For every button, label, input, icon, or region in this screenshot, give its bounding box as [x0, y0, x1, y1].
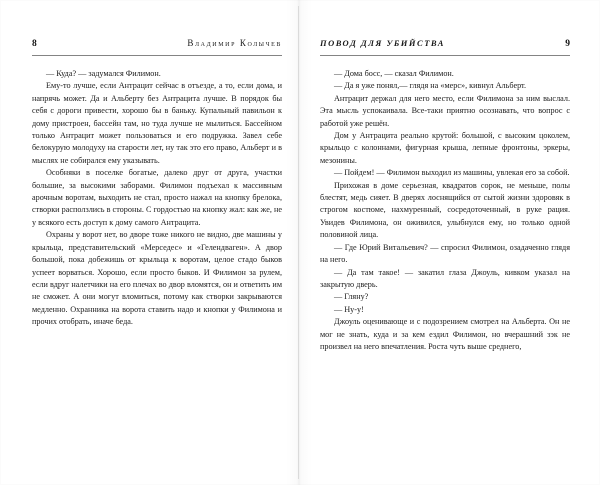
paragraph: — Да я уже понял,— глядя на «мерс», кивнул Альберт. [334, 81, 527, 91]
paragraph: Джоуль оценивающе и с подозрением смотрел на Альберта. Он не мог не знать, куда и за кем ездил Филимон, но вчерашний зэк не произвел на него впечатления. Роста чуть выше среднего, [320, 317, 570, 351]
paragraph: — Ну-у! [334, 304, 364, 314]
left-page-number: 8 [32, 39, 37, 49]
right-page [300, 0, 600, 485]
right-page-number: 9 [565, 39, 570, 49]
right-header-rule [320, 55, 570, 56]
paragraph: — Гляну? [334, 292, 369, 302]
left-header-rule [32, 55, 282, 56]
right-running-head-title: ПОВОД ДЛЯ УБИЙСТВА [320, 38, 445, 48]
right-page-body [320, 68, 570, 353]
paragraph: Дом у Антрацита реально крутой: большой, с высоким цоколем, крыльцо с колоннами, фигурная крыша, лепные фронтоны, эркеры, мезонины. [320, 131, 570, 165]
left-page-body [32, 68, 282, 329]
paragraph: — Дома босс, — сказал Филимон. [334, 69, 454, 78]
paragraph: Антрацит держал для него место, если Филимона за ним выслал. Эта мысль успокаивала. Все-таки приятно осознавать, что вопрос с работой уже решён. [320, 93, 570, 128]
paragraph: Прихожая в доме серьезная, квадратов сорок, не меньше, полы блестят, медь сияет. В дверях лоснящийся от сытой жизни здоровяк в строгом костюме, нахмуренный, сосредоточенный, в руке рация. Увидев Филимона, он оживился, улыбнулся ему, но только одной половиной лица. [320, 180, 570, 240]
left-running-head-author: Владимир Колычев [187, 38, 282, 48]
paragraph: Охраны у ворот нет, во дворе тоже никого не видно, две машины у крыльца, представительский «Мерседес» и «Гелендваген». А двор большой, пока добежишь от крыльца к воротам, целое стадо быков успеет ворваться. Хорошо, если просто быков. И Филимон за рулем, если вдруг налетчики на его плечах во двор вломятся, он и ответить им не сможет. А они могут вломиться, потому как створки закрываются медленно. Охранника на ворота ставить надо и кнопки у Филимона и прочих отобрать, иначе беда. [32, 230, 282, 327]
paragraph: — Куда? — задумался Филимон. [46, 69, 161, 78]
right-running-head [320, 38, 570, 52]
paragraph: — Где Юрий Витальевич? — спросил Филимон, озадаченно глядя на него. [320, 242, 570, 265]
paragraph: Ему-то лучше, если Антрацит сейчас в отъезде, а то, если дома, и напрячь может. Да и Альберту без Антрацита лучше. В порядок бы себя с дороги привести, хорошо бы в баньку. Купальный павильон к дому пристроен, бассейн там, но туда лучше не мылиться. Бассейном только Антрацит может пользоваться и его подружка. Завел себе белокурую молодуху на старости лет, ну так это его право, Альберт и в мыслях не собирался ему указывать. [32, 81, 282, 165]
paragraph: Особняки в поселке богатые, далеко друг от друга, участки большие, за высокими заборами. Филимон подъехал к массивным арочным воротам, выходить не стал, просто нажал на кнопку брелока, створки расползлись в стороны. С гордостью на кнопку жал: как же, не у всякого есть доступ к дому самого Антрацита. [32, 168, 282, 227]
paragraph: — Да там такое! — закатил глаза Джоуль, кивком указал на закрытую дверь. [320, 267, 570, 289]
left-running-head [32, 38, 282, 52]
paragraph: — Пойдем! — Филимон выходил из машины, увлекая его за собой. [334, 168, 570, 178]
